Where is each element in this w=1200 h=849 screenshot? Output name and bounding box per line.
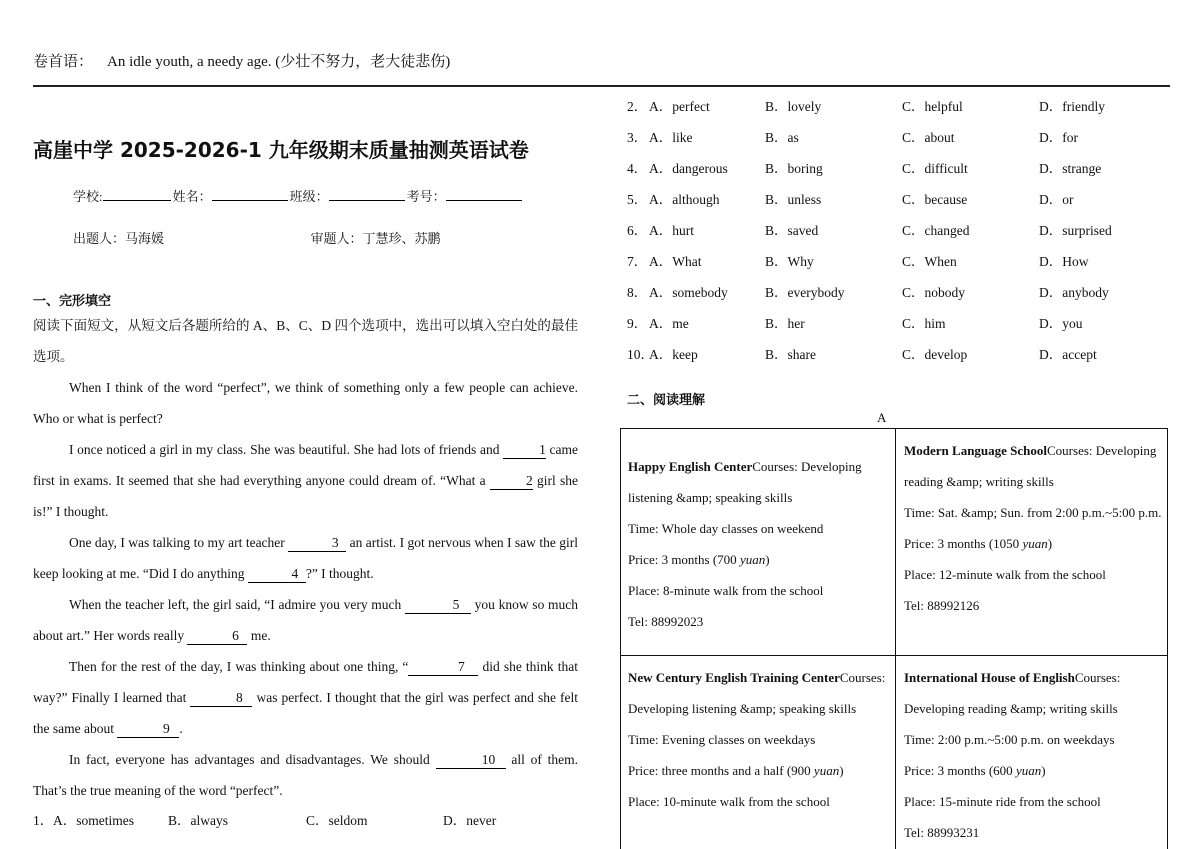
number-field[interactable] <box>446 188 522 201</box>
class-label: 班级： <box>289 189 329 204</box>
option-c[interactable]: C．seldom <box>306 813 368 828</box>
instruction: 阅读下面短文，从短文后各题所给的 A、B、C、D 四个选项中，选出可以填入空白处的最佳选项。 <box>33 318 578 364</box>
blank-2[interactable]: 2 <box>490 473 533 490</box>
option-c[interactable]: C．about <box>902 130 955 145</box>
option-number: 6． <box>627 223 648 238</box>
paragraph-4: When the teacher left, the girl said, “I admire you very much 5 you know so much about art.” Her words really 6 me. <box>33 597 579 643</box>
school-place: Place: 12-minute walk from the school <box>904 567 1106 582</box>
option-c[interactable]: C．difficult <box>902 161 968 176</box>
number-label: 考号： <box>406 189 446 204</box>
blank-1[interactable]: 1 <box>503 442 546 459</box>
option-b[interactable]: B．boring <box>765 161 823 176</box>
option-number: 8． <box>627 285 648 300</box>
option-row-5 <box>627 188 1172 208</box>
option-b[interactable]: B．as <box>765 130 799 145</box>
authors <box>73 228 441 247</box>
blank-7[interactable]: 7 <box>408 659 478 676</box>
blank-3[interactable]: 3 <box>288 535 346 552</box>
blank-4[interactable]: 4 <box>248 566 306 583</box>
school-card-happy-english <box>621 451 895 637</box>
school-name: Modern Language School <box>904 443 1048 458</box>
option-number: 10． <box>627 347 654 362</box>
school-card-international-house <box>897 662 1167 848</box>
school-label: 学校: <box>73 189 103 204</box>
option-row-2 <box>627 95 1172 115</box>
option-d[interactable]: D．accept <box>1039 347 1097 362</box>
school-time: Time: 2:00 p.m.~5:00 p.m. on weekdays <box>904 732 1115 747</box>
option-b[interactable]: B．share <box>765 347 816 362</box>
school-price: Price: 3 months (700 yuan) <box>628 552 770 567</box>
section2-heading: 二、阅读理解 <box>627 393 706 408</box>
table-divider-horizontal <box>621 655 1167 656</box>
exam-title: 高崖中学 2025-2026-1 九年级期末质量抽测英语试卷 <box>33 138 529 162</box>
school-place: Place: 8-minute walk from the school <box>628 583 824 598</box>
option-d[interactable]: D．friendly <box>1039 99 1105 114</box>
paragraph-2: I once noticed a girl in my class. She was beautiful. She had lots of friends and 1 came first in exams. It seemed that she had everything anyone could dream of. “What a 2 girl she is!” I thought. <box>33 442 579 519</box>
option-b[interactable]: B．her <box>765 316 805 331</box>
option-row-10 <box>627 343 1172 363</box>
option-c[interactable]: C．because <box>902 192 968 207</box>
name-label: 姓名： <box>172 189 212 204</box>
cloze-passage <box>33 310 578 806</box>
option-c[interactable]: C．nobody <box>902 285 966 300</box>
school-name: International House of English <box>904 670 1075 685</box>
option-a[interactable]: A．me <box>649 316 689 331</box>
school-time: Time: Sat. &amp; Sun. from 2:00 p.m.~5:00 p.m. <box>904 505 1162 520</box>
blank-10[interactable]: 10 <box>436 752 506 769</box>
option-b[interactable]: B．lovely <box>765 99 822 114</box>
school-courses: Courses: Developing listening &amp; speaking skills <box>628 670 886 716</box>
option-a[interactable]: A．hurt <box>649 223 694 238</box>
school-tel: Tel: 88993231 <box>904 825 980 840</box>
school-name: Happy English Center <box>628 459 753 474</box>
school-time: Time: Whole day classes on weekend <box>628 521 824 536</box>
option-b[interactable]: B．Why <box>765 254 814 269</box>
option-c[interactable]: C．When <box>902 254 957 269</box>
option-c[interactable]: C．develop <box>902 347 968 362</box>
school-card-new-century <box>621 662 895 817</box>
school-tel: Tel: 88992023 <box>628 614 704 629</box>
class-field[interactable] <box>329 188 405 201</box>
option-d[interactable]: D．surprised <box>1039 223 1112 238</box>
option-b[interactable]: B．everybody <box>765 285 845 300</box>
option-c[interactable]: C．him <box>902 316 946 331</box>
school-time: Time: Evening classes on weekdays <box>628 732 816 747</box>
school-courses: Courses: Developing reading &amp; writing skills <box>904 443 1157 489</box>
option-d[interactable]: D．for <box>1039 130 1078 145</box>
option-b[interactable]: B．unless <box>765 192 822 207</box>
option-number: 1． <box>33 813 54 828</box>
option-d[interactable]: D．strange <box>1039 161 1102 176</box>
school-place: Place: 10-minute walk from the school <box>628 794 830 809</box>
option-a[interactable]: A．perfect <box>649 99 710 114</box>
option-a[interactable]: A．What <box>649 254 702 269</box>
section1-heading: 一、完形填空 <box>33 294 112 309</box>
school-courses: Courses: Developing reading &amp; writing skills <box>904 670 1121 716</box>
option-number: 9． <box>627 316 648 331</box>
header-rule <box>33 85 1170 87</box>
option-row-3 <box>627 126 1172 146</box>
table-divider-vertical <box>895 429 896 849</box>
school-price: Price: 3 months (1050 yuan) <box>904 536 1053 551</box>
option-a[interactable]: A．sometimes <box>53 813 134 828</box>
school-price: Price: three months and a half (900 yuan) <box>628 763 844 778</box>
motto <box>33 50 450 71</box>
student-info <box>73 186 524 205</box>
school-card-modern-language <box>897 435 1167 621</box>
school-field[interactable] <box>103 188 171 201</box>
option-a[interactable]: A．like <box>649 130 693 145</box>
option-d[interactable]: D．you <box>1039 316 1083 331</box>
paragraph-5: Then for the rest of the day, I was thinking about one thing, “ 7 did she think that way?” Finally I learned that 8 was perfect. I thought that the girl was perfect and she felt the same about 9 . <box>33 659 578 736</box>
school-name: New Century English Training Center <box>628 670 840 685</box>
option-a[interactable]: A．although <box>649 192 720 207</box>
option-number: 3． <box>627 130 648 145</box>
school-place: Place: 15-minute ride from the school <box>904 794 1101 809</box>
school-courses: Courses: Developing listening &amp; speaking skills <box>628 459 862 505</box>
option-row-6 <box>627 219 1172 239</box>
option-row-9 <box>627 312 1172 332</box>
passage-label: A <box>877 410 887 425</box>
option-d[interactable]: D．never <box>443 813 497 828</box>
blank-9[interactable]: 9 <box>117 721 179 738</box>
setter: 出题人：马海媛 <box>73 231 165 246</box>
option-row-4 <box>627 157 1172 177</box>
option-a[interactable]: A．keep <box>649 347 698 362</box>
course-table <box>620 428 1168 849</box>
blank-6[interactable]: 6 <box>187 628 247 645</box>
reviewer: 审题人：丁慧珍、苏鹏 <box>310 231 441 246</box>
option-a[interactable]: A．dangerous <box>649 161 728 176</box>
paragraph-3: One day, I was talking to my art teacher 3 an artist. I got nervous when I saw the girl keep looking at me. “Did I do anything 4 ?” I thought. <box>33 535 578 581</box>
paragraph-1: When I think of the word “perfect”, we think of something only a few people can achieve. Who or what is perfect? <box>33 380 578 426</box>
option-d[interactable]: D．anybody <box>1039 285 1109 300</box>
option-number: 2． <box>627 99 648 114</box>
paragraph-6: In fact, everyone has advantages and disadvantages. We should 10 all of them. That’s the true meaning of the word “perfect”. <box>33 752 579 798</box>
motto-text: An idle youth, a needy age. (少壮不努力，老大徒悲伤) <box>107 54 451 70</box>
blank-8[interactable]: 8 <box>190 690 252 707</box>
option-number: 7． <box>627 254 648 269</box>
option-c[interactable]: C．changed <box>902 223 970 238</box>
school-tel: Tel: 88992126 <box>904 598 980 613</box>
motto-label: 卷首语： <box>33 54 94 70</box>
option-row-7 <box>627 250 1172 270</box>
blank-5[interactable]: 5 <box>405 597 471 614</box>
option-number: 5． <box>627 192 648 207</box>
option-b[interactable]: B．always <box>168 813 228 828</box>
name-field[interactable] <box>212 188 288 201</box>
school-price: Price: 3 months (600 yuan) <box>904 763 1046 778</box>
option-row-8 <box>627 281 1172 301</box>
option-a[interactable]: A．somebody <box>649 285 728 300</box>
option-d[interactable]: D．or <box>1039 192 1074 207</box>
option-d[interactable]: D．How <box>1039 254 1089 269</box>
option-b[interactable]: B．saved <box>765 223 819 238</box>
option-c[interactable]: C．helpful <box>902 99 963 114</box>
option-number: 4． <box>627 161 648 176</box>
